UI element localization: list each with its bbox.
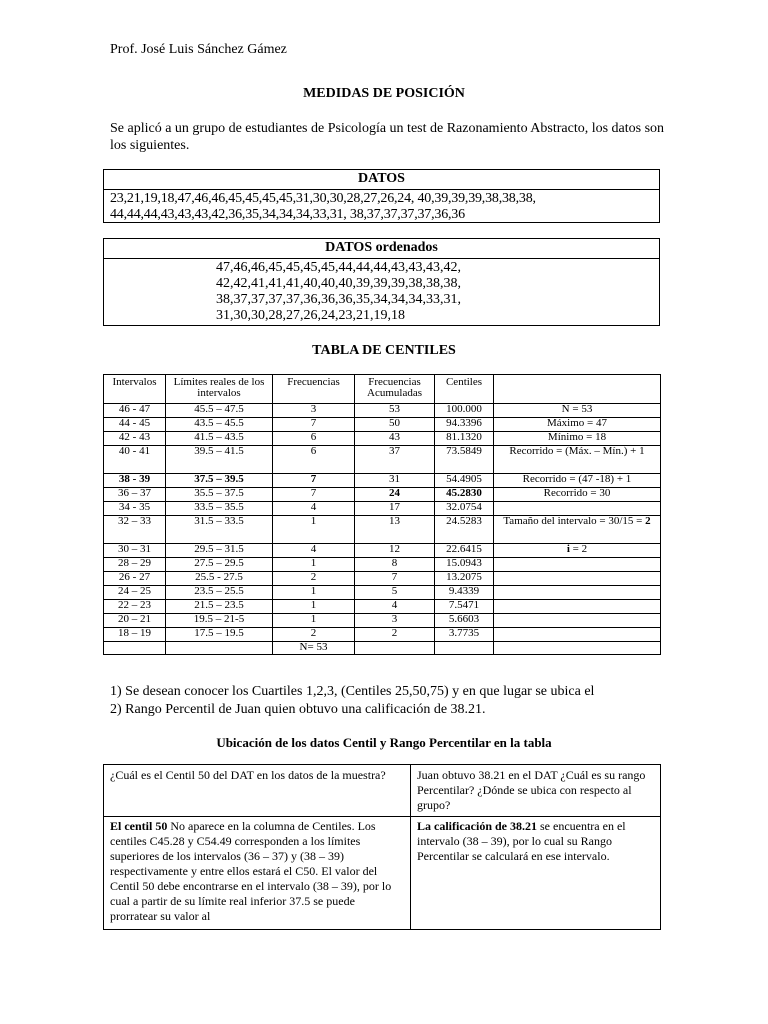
table-cell: 1: [273, 600, 355, 614]
datos-ordenados-body: [104, 259, 659, 324]
table-cell: 13.2075: [435, 572, 494, 586]
datos-line: 44,44,44,43,43,43,42,36,35,34,34,34,33,31, 38,37,37,37,37,36,36: [110, 207, 465, 222]
table-cell: 100.000: [435, 404, 494, 418]
column-header: Frecuencias: [273, 375, 355, 404]
answer-lead: El centil 50: [110, 819, 168, 833]
table-cell: [494, 558, 661, 572]
table-cell: [494, 572, 661, 586]
table-cell: 73.5849: [435, 446, 494, 474]
table-cell: 30 – 31: [104, 544, 166, 558]
table-cell: 34 - 35: [104, 502, 166, 516]
datos-body: [104, 190, 659, 224]
question-1: 1) Se desean conocer los Cuartiles 1,2,3, (Centiles 25,50,75) y en que lugar se ubica el: [110, 684, 595, 699]
table-cell: 23.5 – 25.5: [166, 586, 273, 600]
table-cell: 19.5 – 21-5: [166, 614, 273, 628]
table-cell: 41.5 – 43.5: [166, 432, 273, 446]
table-cell: 4: [273, 502, 355, 516]
table-cell: 53: [355, 404, 435, 418]
table-cell: 22.6415: [435, 544, 494, 558]
table-cell: 17.5 – 19.5: [166, 628, 273, 642]
answer-text: se encuentra en el intervalo (38 – 39), por lo cual su Rango Percentilar se calculará en ese intervalo.: [417, 819, 626, 863]
table-cell: 7.5471: [435, 600, 494, 614]
table-row: [104, 544, 661, 558]
table-cell: 39.5 – 41.5: [166, 446, 273, 474]
table-cell: 28 – 29: [104, 558, 166, 572]
table-cell: 3.7735: [435, 628, 494, 642]
table-cell: 24: [355, 488, 435, 502]
table-row: [104, 572, 661, 586]
table-row: [104, 765, 661, 817]
ordenados-line: 42,42,41,41,41,40,40,40,39,39,39,38,38,38,: [216, 276, 461, 291]
table-cell: 7: [355, 572, 435, 586]
column-header: Límites reales de los intervalos: [166, 375, 273, 404]
centiles-table: [103, 374, 661, 655]
table-row: [104, 432, 661, 446]
table-cell: 42 - 43: [104, 432, 166, 446]
ordenados-line: 47,46,46,45,45,45,45,44,44,44,43,43,43,42,: [216, 260, 461, 275]
questions: [110, 683, 594, 719]
table-cell: [494, 642, 661, 655]
table-cell: 6: [273, 432, 355, 446]
table-cell: 7: [273, 418, 355, 432]
table-row: [104, 474, 661, 488]
table-cell: [435, 642, 494, 655]
table-cell: [494, 516, 661, 544]
table-cell: 9.4339: [435, 586, 494, 600]
table-cell: 17: [355, 502, 435, 516]
answer-rango-percentilar: [411, 817, 661, 930]
table-cell: 37.5 – 39.5: [166, 474, 273, 488]
table-cell: [355, 642, 435, 655]
table-cell: 2: [273, 628, 355, 642]
table-cell: 2: [273, 572, 355, 586]
table-cell: 1: [273, 586, 355, 600]
table-cell: [494, 628, 661, 642]
table-cell: 1: [273, 516, 355, 544]
table-cell: Recorrido = 30: [494, 488, 661, 502]
i-symbol: i: [566, 543, 570, 555]
table-cell: 43.5 – 45.5: [166, 418, 273, 432]
table-cell: Recorrido = (Máx. – Mín.) + 1: [494, 446, 661, 474]
table-row: [104, 614, 661, 628]
table-row: [104, 628, 661, 642]
table-cell: [494, 614, 661, 628]
datos-title: DATOS: [104, 170, 659, 190]
table-row: [104, 817, 661, 930]
column-header: Intervalos: [104, 375, 166, 404]
table-cell: 33.5 – 35.5: [166, 502, 273, 516]
table-cell: 22 – 23: [104, 600, 166, 614]
table-row: [104, 516, 661, 544]
column-header: Centiles: [435, 375, 494, 404]
ubicacion-title: Ubicación de los datos Centil y Rango Percentilar en la tabla: [216, 735, 552, 750]
table-cell: 44 - 45: [104, 418, 166, 432]
table-cell: 20 – 21: [104, 614, 166, 628]
table-cell: [494, 586, 661, 600]
table-cell: 32 – 33: [104, 516, 166, 544]
table-cell: 46 - 47: [104, 404, 166, 418]
question-2: 2) Rango Percentil de Juan quien obtuvo una calificación de 38.21.: [110, 702, 486, 717]
table-cell: 81.1320: [435, 432, 494, 446]
datos-line: 23,21,19,18,47,46,46,45,45,45,45,31,30,30,28,27,26,24, 40,39,39,39,38,38,38,: [110, 191, 536, 206]
table-header-row: [104, 375, 661, 404]
column-header: Frecuencias Acumuladas: [355, 375, 435, 404]
table-row: [104, 446, 661, 474]
table-cell: 31.5 – 33.5: [166, 516, 273, 544]
table-cell: 40 - 41: [104, 446, 166, 474]
table-cell: 54.4905: [435, 474, 494, 488]
question-centil-50: ¿Cuál es el Centil 50 del DAT en los datos de la muestra?: [104, 765, 411, 817]
table-row: [104, 600, 661, 614]
table-cell: [494, 502, 661, 516]
answer-centil-50: [104, 817, 411, 930]
interval-size-value: 2: [645, 515, 651, 527]
table-cell: 29.5 – 31.5: [166, 544, 273, 558]
table-cell: 1: [273, 558, 355, 572]
table-row: [104, 404, 661, 418]
ordenados-line: 31,30,30,28,27,26,24,23,21,19,18: [216, 308, 405, 323]
table-cell: 32.0754: [435, 502, 494, 516]
author: Prof. José Luis Sánchez Gámez: [110, 42, 287, 57]
table-cell: [166, 642, 273, 655]
datos-ordenados-box: [103, 238, 660, 326]
table-cell: [104, 642, 166, 655]
i-value: = 2: [569, 543, 588, 555]
answer-lead: La calificación de 38.21: [417, 819, 537, 833]
table-cell: 94.3396: [435, 418, 494, 432]
table-cell: 31: [355, 474, 435, 488]
interval-size-label: Tamaño del intervalo = 30/15 =: [503, 515, 646, 527]
table-cell: 38 - 39: [104, 474, 166, 488]
table-row: [104, 586, 661, 600]
table-cell: 3: [355, 614, 435, 628]
table-cell: 1: [273, 614, 355, 628]
ordenados-line: 38,37,37,37,37,36,36,36,35,34,34,34,33,31,: [216, 292, 461, 307]
table-cell: 27.5 – 29.5: [166, 558, 273, 572]
table-cell: 13: [355, 516, 435, 544]
table-cell: 5.6603: [435, 614, 494, 628]
table-cell: 37: [355, 446, 435, 474]
table-cell: 18 – 19: [104, 628, 166, 642]
table-cell: 3: [273, 404, 355, 418]
intro-paragraph: Se aplicó a un grupo de estudiantes de Psicología un test de Razonamiento Abstracto, los datos son los siguientes.: [110, 121, 665, 153]
table-row: [104, 558, 661, 572]
table-cell: 12: [355, 544, 435, 558]
table-total-row: [104, 642, 661, 655]
question-rango-percentilar: Juan obtuvo 38.21 en el DAT ¿Cuál es su rango Percentilar? ¿Dónde se ubica con respecto al grupo?: [411, 765, 661, 817]
column-header: [494, 375, 661, 404]
table-cell: 25.5 - 27.5: [166, 572, 273, 586]
total-n: N= 53: [273, 642, 355, 655]
table-cell: 7: [273, 488, 355, 502]
table-cell: 4: [273, 544, 355, 558]
table-cell: 5: [355, 586, 435, 600]
table-row: [104, 488, 661, 502]
table-cell: 50: [355, 418, 435, 432]
table-cell: 24.5283: [435, 516, 494, 544]
answer-text: No aparece en la columna de Centiles. Los centiles C45.28 y C54.49 corresponden a los límites superiores de los intervalos (36 – 37) y (38 – 39) respectivamente y entre ellos estará el C50. El valor del Centil 50 debe encontrarse en el intervalo (38 – 39), por lo cual a partir de su límite real inferior 37.5 se puede prorratear su valor al: [110, 819, 392, 923]
centiles-title: TABLA DE CENTILES: [312, 343, 456, 358]
table-row: [104, 502, 661, 516]
table-cell: 35.5 – 37.5: [166, 488, 273, 502]
table-cell: 7: [273, 474, 355, 488]
table-cell: Recorrido = (47 -18) + 1: [494, 474, 661, 488]
datos-box: [103, 169, 660, 223]
datos-ordenados-title: DATOS ordenados: [104, 239, 659, 259]
table-cell: 2: [355, 628, 435, 642]
table-cell: Mínimo = 18: [494, 432, 661, 446]
table-cell: [494, 600, 661, 614]
table-cell: 43: [355, 432, 435, 446]
table-row: [104, 418, 661, 432]
table-cell: 6: [273, 446, 355, 474]
table-cell: 24 – 25: [104, 586, 166, 600]
table-cell: 8: [355, 558, 435, 572]
table-cell: 26 - 27: [104, 572, 166, 586]
table-cell: N = 53: [494, 404, 661, 418]
table-cell: 4: [355, 600, 435, 614]
table-cell: 45.2830: [435, 488, 494, 502]
table-cell: 21.5 – 23.5: [166, 600, 273, 614]
table-cell: 15.0943: [435, 558, 494, 572]
table-cell: 45.5 – 47.5: [166, 404, 273, 418]
table-cell: 36 – 37: [104, 488, 166, 502]
table-cell: [494, 544, 661, 558]
page-title: MEDIDAS DE POSICIÓN: [303, 86, 465, 101]
table-cell: Máximo = 47: [494, 418, 661, 432]
ubicacion-table: [103, 764, 661, 930]
